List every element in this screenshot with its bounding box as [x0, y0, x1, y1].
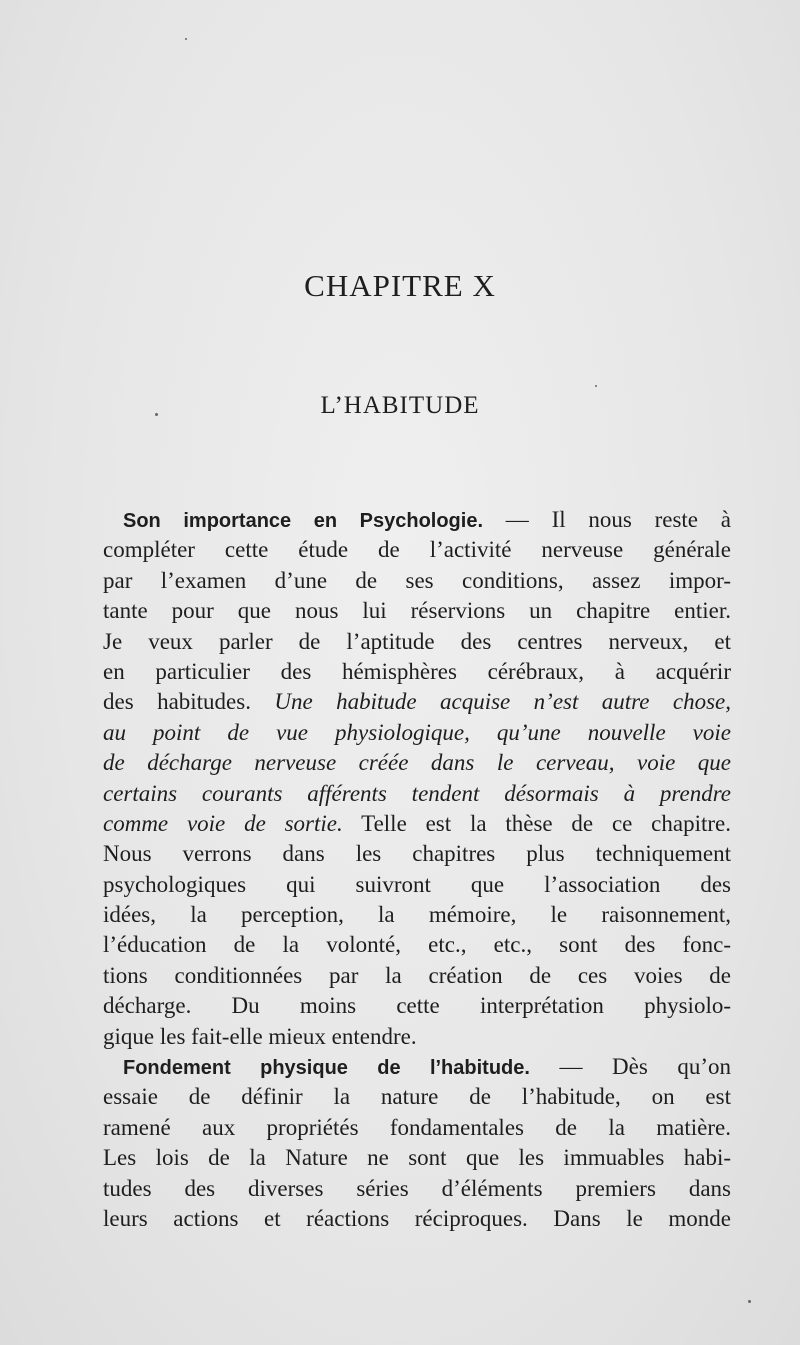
paragraph-line: décharge. Du moins cette interprétation physiolo- — [103, 993, 731, 1019]
paragraph-text: Il nous reste à — [551, 507, 731, 532]
paragraph-line: tudes des diverses séries d’éléments premiers dans — [103, 1175, 731, 1201]
paragraph-line: tante pour que nous lui réservions un chapitre entier. — [103, 598, 731, 624]
paragraph-line — [103, 687, 731, 717]
section-heading-importance: Son importance en Psychologie. — [123, 510, 484, 532]
paragraph-line: psychologiques qui suivront que l’association des — [103, 871, 731, 897]
paper-speck — [185, 38, 187, 40]
paragraph-line: essaie de définir la nature de l’habitude, on est — [103, 1084, 731, 1110]
paragraph-line: compléter cette étude de l’activité nerveuse générale — [103, 537, 731, 563]
section-heading-fondement: Fondement physique de l’habitude. — [123, 1057, 530, 1080]
paragraph-text: Telle est la thèse de ce chapitre. — [342, 810, 731, 836]
paragraph-line: tions conditionnées par la création de ces voies de — [103, 962, 731, 988]
paper-speck — [748, 1300, 751, 1303]
paragraph-line: Nous verrons dans les chapitres plus techniquement — [103, 841, 731, 867]
paragraph-line: Je veux parler de l’aptitude des centres nerveux, et — [103, 628, 731, 654]
italic-thesis-text: Une habitude acquise n’est autre chose, — [274, 689, 731, 715]
italic-thesis-text: comme voie de sortie. — [103, 810, 343, 836]
paragraph-text: Dès qu’on — [612, 1054, 731, 1080]
paragraph-2-line-1 — [103, 1052, 731, 1082]
italic-thesis-line: de décharge nerveuse créée dans le cerveau, voie que — [103, 750, 731, 776]
paper-speck — [595, 385, 597, 387]
paragraph-line: l’éducation de la volonté, etc., etc., sont des fonc- — [103, 932, 731, 958]
paragraph-last-line: gique les fait-elle mieux entendre. — [103, 1023, 417, 1049]
paragraph-line: par l’examen d’une de ses conditions, assez impor- — [103, 567, 731, 593]
paragraph-text: des habitudes. — [103, 689, 275, 715]
paragraph-line: ramené aux propriétés fondamentales de la matière. — [103, 1114, 731, 1140]
paper-speck — [155, 413, 158, 416]
italic-thesis-line: certains courants afférents tendent désormais à prendre — [103, 780, 731, 806]
em-dash: — — [529, 1054, 613, 1080]
chapter-title: CHAPITRE X — [304, 268, 496, 303]
paragraph-line — [103, 809, 731, 839]
italic-thesis-line: au point de vue physiologique, qu’une nouvelle voie — [103, 719, 731, 745]
paragraph-line: idées, la perception, la mémoire, le raisonnement, — [103, 902, 731, 928]
paragraph-line: Les lois de la Nature ne sont que les immuables habi- — [103, 1145, 731, 1171]
chapter-subtitle: L’HABITUDE — [320, 392, 480, 419]
body-text — [103, 505, 731, 1234]
paragraph-1-line-1 — [103, 505, 731, 535]
em-dash: — — [483, 507, 552, 532]
paragraph-line: leurs actions et réactions réciproques. Dans le monde — [103, 1205, 731, 1231]
paragraph-line: en particulier des hémisphères cérébraux, à acquérir — [103, 658, 731, 684]
